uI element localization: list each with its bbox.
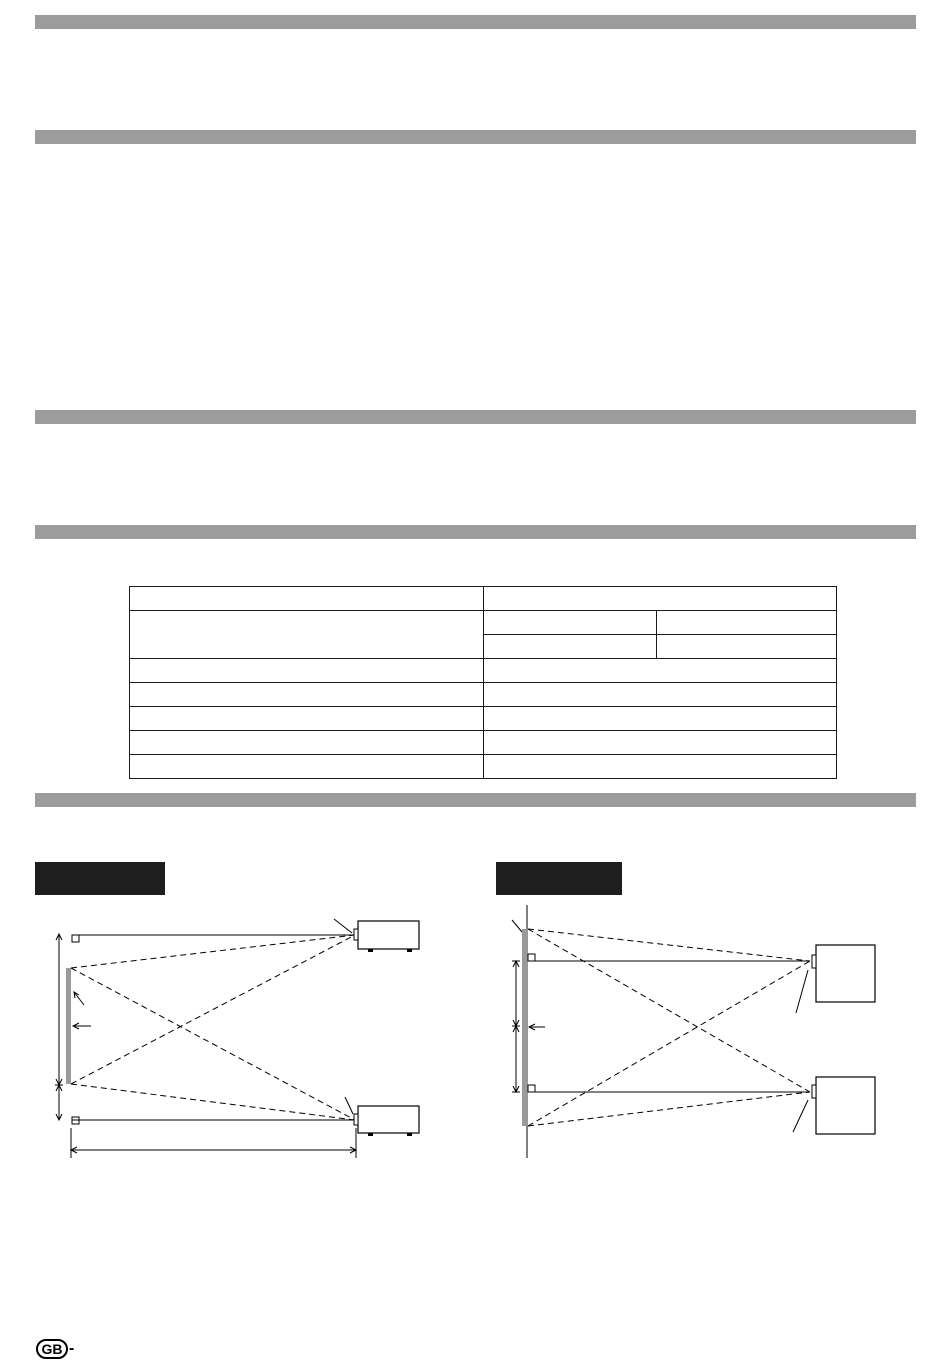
language-badge bbox=[36, 1338, 74, 1360]
language-badge-label: GB bbox=[36, 1339, 68, 1359]
page-number-separator: - bbox=[69, 1340, 75, 1357]
projector-icon bbox=[812, 1077, 875, 1134]
projector-icon bbox=[812, 945, 875, 1002]
screen-icon bbox=[522, 929, 528, 1126]
